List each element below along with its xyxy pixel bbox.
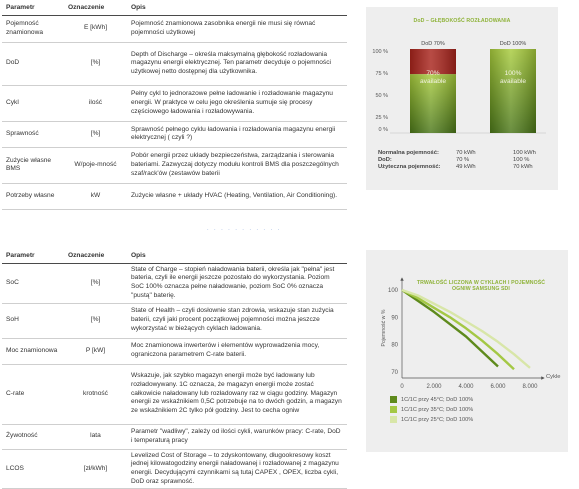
table-row — [2, 449, 347, 489]
param-symbol: ilość — [64, 85, 127, 121]
parameters-table-1 — [2, 3, 347, 210]
info-label: Użyteczna pojemność: — [378, 163, 441, 170]
bar-category-label: DoD 100% — [499, 41, 527, 47]
header-parametr: Parametr — [2, 3, 64, 15]
table-row — [2, 42, 347, 85]
y-axis-title: Pojemność w % — [381, 309, 387, 347]
param-symbol: W/poje-mność — [64, 147, 127, 183]
table-header-row — [2, 3, 347, 15]
param-description: Depth of Discharge – określa maksymalną głębokość rozładowania magazynu energii elektrycznej. Ten parametr decyduje o pojemności użytkowej netto dostępnej dla użytkownika. — [127, 42, 347, 85]
param-name: Cykl — [2, 85, 64, 121]
legend-swatch — [390, 396, 397, 403]
table-header-row — [2, 251, 347, 263]
param-description: Moc znamionowa inwerterów i elementów wyprowadzenia mocy, ograniczona parametrem C-rate baterii. — [127, 338, 347, 364]
cycles-chart-panel — [366, 250, 568, 452]
x-tick-label: 2.000 — [426, 384, 442, 390]
y-tick-label: 25 % — [375, 115, 388, 121]
bar-inner-text: 100% available — [499, 70, 527, 85]
info-label: DoD: — [378, 156, 392, 163]
bar-inner-label — [490, 70, 536, 85]
bar-category-label: DoD 70% — [421, 41, 445, 47]
bar-inner-label — [410, 70, 456, 85]
header-parametr: Parametr — [2, 251, 64, 263]
param-name: Potrzeby własne — [2, 183, 64, 209]
param-description: Levelized Cost of Storage – to zdyskontowany, długookresowy koszt jednej kilowatogodziny energii naładowanej i rozładowanej z magazynu energii. Decydującymi czynnikami są tutaj CAPEX , OPEX, liczba cykli, DoD oraz sprawność. — [127, 449, 347, 489]
y-tick-label: 75 % — [375, 71, 388, 77]
param-symbol: P [kW] — [64, 338, 127, 364]
legend-swatch — [390, 406, 397, 413]
info-value: 70 kWh — [513, 163, 533, 170]
param-name: SoH — [2, 303, 64, 338]
info-row — [376, 149, 538, 156]
section-separator: · · · · · · · · · · · — [207, 227, 282, 233]
table-row — [2, 338, 347, 364]
param-description: Pobór energii przez układy bezpieczeństwa, zarządzania i sterowania bateriami. Zazwyczaj dotyczy modułu kontroli BMS dla poszczególnych szaf/rack'ów (zestawów baterii — [127, 147, 347, 183]
bar-inner-text: 70% available — [419, 70, 447, 85]
y-tick-label: 100 — [387, 288, 398, 294]
param-name: LCOS — [2, 449, 64, 489]
header-opis: Opis — [127, 3, 347, 15]
legend-swatch — [390, 416, 397, 423]
table-row — [2, 183, 347, 209]
legend-item — [390, 416, 473, 423]
series-line — [402, 290, 498, 367]
y-tick-label: 90 — [391, 315, 398, 322]
cycles-legend — [390, 396, 473, 426]
info-value: 70 kWh — [456, 149, 476, 156]
table-row — [2, 147, 347, 183]
info-row — [376, 156, 538, 163]
param-name: Żywotność — [2, 424, 64, 449]
info-value: 100 % — [513, 156, 530, 163]
legend-item — [390, 406, 473, 413]
y-tick-label: 50 % — [375, 93, 388, 99]
param-symbol: [%] — [64, 121, 127, 147]
param-name: Moc znamionowa — [2, 338, 64, 364]
dod-chart-title: DoD – GŁĘBOKOŚĆ ROZŁADOWANIA — [413, 18, 511, 24]
legend-label: 1C/1C przy 45°C; DoD 100% — [401, 396, 474, 403]
param-symbol: E [kWh] — [64, 15, 127, 42]
param-description: Pełny cykl to jednorazowe pełne ładowanie i rozładowanie magazynu energii. W praktyce w celu jego określenia sumuje się procesy częściowego ładowania i rozładowywania. — [127, 85, 347, 121]
param-description: Wskazuje, jak szybko magazyn energii może być ładowany lub rozładowywany. 1C oznacza, że magazyn energii może zostać całkowicie naładowany lub rozładowany raz w ciągu godziny. Magazyn energii ze wskaźnikiem 0,5C potrzebuje na to dwóch godzin, a magazyn ze wskaźnikiem 2C tylko pół godziny. Jest to cecha ogniw — [127, 364, 347, 424]
table-row — [2, 263, 347, 303]
info-value: 100 kWh — [513, 149, 536, 156]
bar-shading — [490, 49, 536, 133]
info-value: 70 % — [456, 156, 470, 163]
param-name: Zużycie własne BMS — [2, 147, 64, 183]
table-row — [2, 121, 347, 147]
legend-label: 1C/1C przy 35°C; DoD 100% — [401, 406, 474, 413]
header-oznaczenie: Oznaczenie — [64, 251, 127, 263]
table-row — [2, 424, 347, 449]
param-symbol: lata — [64, 424, 127, 449]
param-description: Sprawność pełnego cyklu ładowania i rozładowania magazynu energii elektrycznej ( czyli ?) — [127, 121, 347, 147]
legend-label: 1C/1C przy 25°C; DoD 100% — [401, 416, 474, 423]
param-symbol: kW — [64, 183, 127, 209]
table-row — [2, 85, 347, 121]
info-label: Normalna pojemność: — [378, 149, 439, 156]
param-symbol: [%] — [64, 42, 127, 85]
cycles-title-line-2: OGNIW SAMSUNG SDI — [452, 286, 510, 292]
legend-item — [390, 396, 473, 403]
table-row — [2, 15, 347, 42]
param-description: Zużycie własne + układy HVAC (Heating, Ventilation, Air Conditioning). — [127, 183, 347, 209]
param-name: Pojemność znamionowa — [2, 15, 64, 42]
dod-info-table — [376, 149, 538, 171]
param-name: C-rate — [2, 364, 64, 424]
param-symbol: [%] — [64, 303, 127, 338]
info-row — [376, 163, 538, 170]
bar-shading — [410, 49, 456, 133]
y-tick-label: 100 % — [372, 49, 388, 55]
info-value: 49 kWh — [456, 163, 476, 170]
header-oznaczenie: Oznaczenie — [64, 3, 127, 15]
header-opis: Opis — [127, 251, 347, 263]
table-row — [2, 364, 347, 424]
param-description: State of Health – czyli dosłownie stan zdrowia, wskazuje stan zużycia baterii, czyli jaki procent początkowej pojemności można jeszcze wykorzystać w bieżących cyklach ładowania. — [127, 303, 347, 338]
parameters-table-2 — [2, 251, 347, 489]
param-symbol: [%] — [64, 263, 127, 303]
param-name: DoD — [2, 42, 64, 85]
x-tick-label: 6.000 — [490, 384, 506, 390]
y-tick-label: 80 — [391, 342, 398, 349]
param-name: SoC — [2, 263, 64, 303]
x-tick-label: 4.000 — [458, 384, 474, 390]
dod-chart-panel — [366, 7, 558, 190]
table-row — [2, 303, 347, 338]
param-description: Parametr "wadliwy", zależy od ilości cykli, warunków pracy: C-rate, DoD i temperaturą pracy — [127, 424, 347, 449]
x-tick-label: 0 — [400, 384, 404, 390]
param-description: Pojemność znamionowa zasobnika energii nie musi się równać pojemności użytkowej — [127, 15, 347, 42]
x-axis-title: Cykle — [546, 374, 561, 380]
cycles-title-line-1: TRWAŁOŚĆ LICZONA W CYKLACH I POJEMNOŚĆ — [416, 280, 546, 286]
param-symbol: [zł/kWh] — [64, 449, 127, 489]
x-tick-label: 8.000 — [522, 384, 538, 390]
param-name: Sprawność — [2, 121, 64, 147]
param-description: State of Charge – stopień naładowania baterii, określa jak "pełna" jest bateria, czyli ile energii jeszcze pozostało do wykorzystania. Poziom SoC 100% oznacza pełne naładowanie, poziom SoC 0% oznacza "pustą" baterię. — [127, 263, 347, 303]
y-tick-label: 0 % — [378, 127, 388, 133]
param-symbol: krotność — [64, 364, 127, 424]
y-tick-label: 70 — [391, 370, 398, 376]
